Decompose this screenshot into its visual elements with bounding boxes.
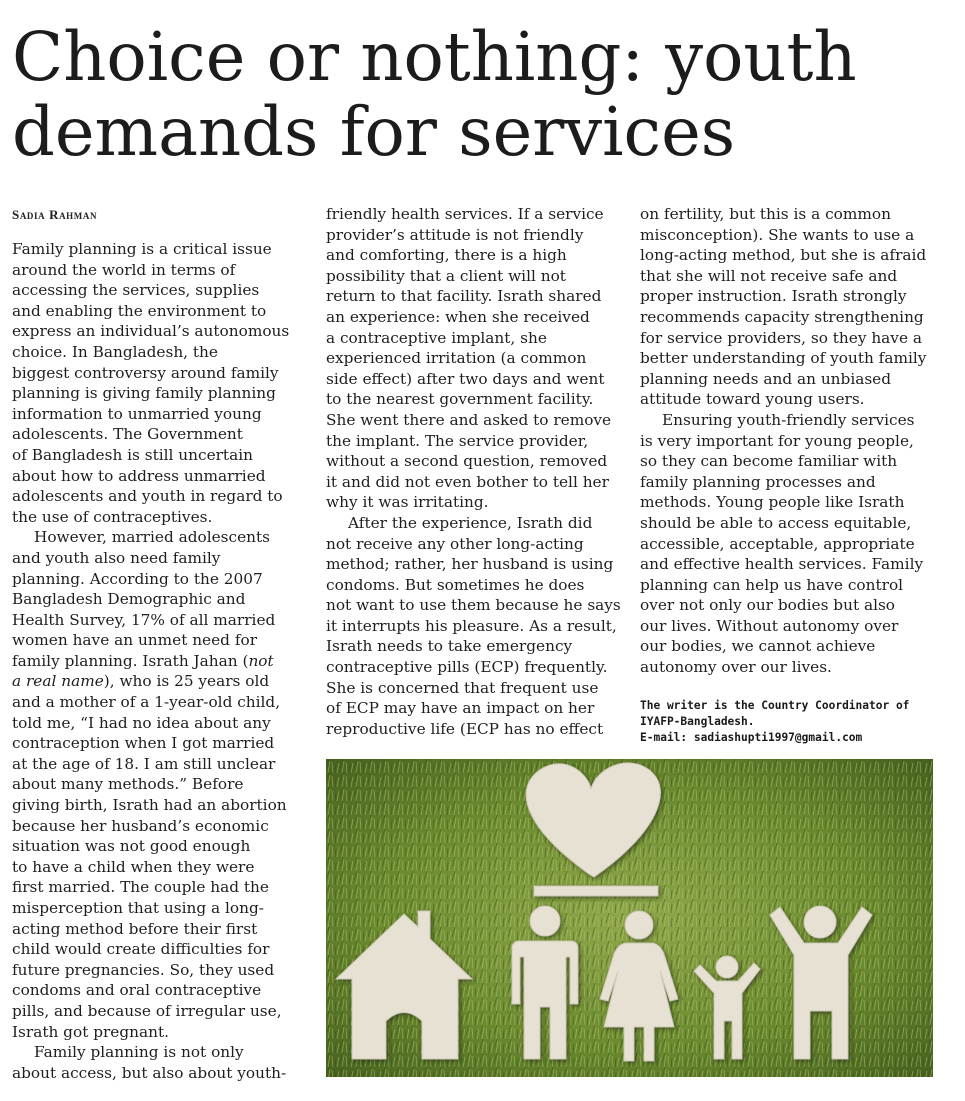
text-line: without a second question, removed [326,452,608,471]
text-line: Bangladesh Demographic and [12,590,246,609]
article-column-3 [640,204,940,678]
text-line: and comforting, there is a high [326,246,567,265]
text-line: planning is giving family planning [12,384,276,403]
family-cutout-photo [326,759,933,1077]
text-line: planning. According to the 2007 [12,569,263,588]
text-line: Health Survey, 17% of all married [12,610,276,629]
text-line: a contraceptive implant, she [326,328,547,347]
text-line: Family planning is a critical issue [12,240,272,258]
text-line: methods. Young people like Israth [640,493,905,512]
text-line: why it was irritating. [326,493,489,512]
headline-line-2: demands for services [12,93,736,171]
headline-line-1: Choice or nothing: youth [12,18,857,96]
text-line: around the world in terms of [12,260,236,279]
text-line: so they can become familiar with [640,452,898,471]
text-line: adolescents and youth in regard to [12,487,283,506]
text-line: about access, but also about youth- [12,1063,287,1082]
text-line: attitude toward young users. [640,390,865,409]
text-line: better understanding of youth family [640,349,927,368]
text-line: accessing the services, supplies [12,281,260,300]
text-line: not want to use them because he says [326,596,621,615]
byline: Sadia Rahman [12,207,98,222]
credit-line: IYAFP-Bangladesh. [640,715,755,728]
italic-note: a real name [12,672,104,691]
text-line: misperception that using a long- [12,899,264,917]
text-line: situation was not good enough [12,837,251,856]
text-line: She is concerned that frequent use [326,678,599,697]
text-line: our lives. Without autonomy over [640,616,899,635]
photo-illustration [326,759,933,1077]
text-line [12,651,308,672]
text-line: and youth also need family [12,548,221,567]
text-line: family planning processes and [640,472,876,491]
text-line: provider’s attitude is not friendly [326,225,584,244]
text-line: return to that facility. Israth shared [326,287,602,306]
text-line: future pregnancies. So, they used [12,960,275,979]
text-line: on fertility, but this is a common [640,205,891,223]
text-line: to have a child when they were [12,857,255,876]
text-line: told me, “I had no idea about any [12,713,271,732]
text-line: at the age of 18. I am still unclear [12,754,276,773]
text-line: about how to address unmarried [12,466,266,485]
text-line: it and did not even bother to tell her [326,472,609,491]
text-line: condoms and oral contraceptive [12,981,262,1000]
text-line: However, married adolescents [34,528,270,547]
text-line: side effect) after two days and went [326,369,605,388]
text-segment: ), who is 25 years old [103,672,270,691]
text-line: for service providers, so they have a [640,328,922,347]
text-line: first married. The couple had the [12,878,269,897]
text-line: because her husband’s economic [12,816,269,835]
text-line: possibility that a client will not [326,266,566,285]
text-line: not receive any other long-acting [326,534,584,553]
italic-note: not [248,651,274,670]
text-line: method; rather, her husband is using [326,555,614,574]
text-line: autonomy over our lives. [640,658,832,677]
text-line: choice. In Bangladesh, the [12,342,218,361]
text-line: condoms. But sometimes he does [326,575,585,594]
text-line: experienced irritation (a common [326,349,587,368]
text-line: and effective health services. Family [640,555,924,574]
text-line: contraceptive pills (ECP) frequently. [326,658,608,677]
text-line: long-acting method, but she is afraid [640,246,927,265]
text-line: pills, and because of irregular use, [12,1001,282,1020]
text-line: and a mother of a 1-year-old child, [12,693,281,712]
text-line: Ensuring youth-friendly services [662,410,915,429]
text-line: Israth needs to take emergency [326,637,573,656]
text-line [12,671,308,692]
text-line: the implant. The service provider, [326,431,589,450]
text-line: an experience: when she received [326,307,590,326]
text-line: child would create difficulties for [12,940,270,959]
text-line: of Bangladesh is still uncertain [12,445,253,464]
credit-email: E-mail: sadiashupti1997@gmail.com [640,731,863,744]
text-line: information to unmarried young [12,404,262,423]
text-line: acting method before their first [12,919,258,938]
text-line: friendly health services. If a service [326,205,604,223]
text-line: is very important for young people, [640,431,914,450]
text-line: express an individual’s autonomous [12,322,290,341]
text-segment: family planning. Israth Jahan ( [12,651,249,670]
text-line: proper instruction. Israth strongly [640,287,907,306]
text-line: biggest controversy around family [12,363,279,382]
text-line: women have an unmet need for [12,631,258,650]
text-line: and enabling the environment to [12,301,267,320]
text-line: contraception when I got married [12,734,275,753]
text-line: it interrupts his pleasure. As a result, [326,616,617,635]
text-line: our bodies, we cannot achieve [640,637,876,656]
text-line: should be able to access equitable, [640,513,912,532]
text-line: the use of contraceptives. [12,507,213,526]
heart-base-bar [534,886,658,896]
text-line: of ECP may have an impact on her [326,699,595,718]
text-line: recommends capacity strengthening [640,307,924,326]
text-line: After the experience, Israth did [348,513,593,532]
text-line: that she will not receive safe and [640,266,898,285]
text-line: about many methods.” Before [12,775,244,794]
text-line: accessible, acceptable, appropriate [640,534,915,553]
article-column-2 [326,204,622,739]
text-line: reproductive life (ECP has no effect [326,719,604,738]
text-line: Israth got pregnant. [12,1022,169,1041]
text-line: She went there and asked to remove [326,410,612,429]
text-line: giving birth, Israth had an abortion [12,796,287,815]
text-line: adolescents. The Government [12,425,243,444]
text-line: Family planning is not only [34,1043,244,1062]
text-line: planning can help us have control [640,575,904,594]
article-column-1 [12,239,308,1083]
headline [12,20,952,170]
credit-line: The writer is the Country Coordinator of [640,699,910,712]
author-credit [640,698,950,746]
text-line: to the nearest government facility. [326,390,594,409]
text-line: misconception). She wants to use a [640,225,915,244]
text-line: over not only our bodies but also [640,596,896,615]
text-line: planning needs and an unbiased [640,369,892,388]
